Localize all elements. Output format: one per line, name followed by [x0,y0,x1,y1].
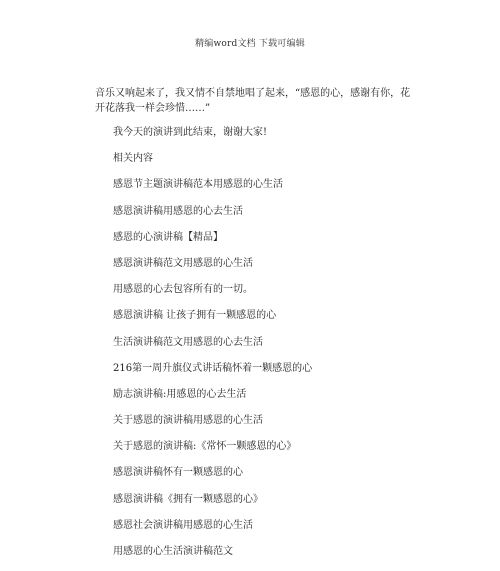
related-link[interactable]: 励志演讲稿:用感恩的心去生活 [113,388,247,400]
related-link[interactable]: 感恩演讲稿怀有一颗感恩的心 [113,467,243,479]
intro-paragraph: 音乐又响起来了，我又情不自禁地唱了起来，“感恩的心，感谢有你，花开花落我一样会珍惜……” [95,88,411,114]
related-link[interactable]: 关于感恩的演讲稿:《常怀一颗感恩的心》 [113,441,297,453]
related-link[interactable]: 感恩演讲稿《拥有一颗感恩的心》 [113,493,263,505]
related-link[interactable]: 感恩社会演讲稿用感恩的心生活 [113,519,253,531]
page-header: 精编word文档 下载可编辑 [195,39,305,49]
related-link[interactable]: 感恩演讲稿范文用感恩的心生活 [113,257,253,269]
related-link[interactable]: 感恩演讲稿 让孩子拥有一颗感恩的心 [113,310,277,322]
related-link[interactable]: 感恩的心演讲稿【精品】 [113,231,223,243]
related-link[interactable]: 生活演讲稿范文用感恩的心去生活 [113,336,263,348]
related-link[interactable]: 关于感恩的演讲稿用感恩的心生活 [113,415,263,427]
content-lines [113,126,433,571]
related-link[interactable]: 216第一周升旗仪式讲话稿怀着一颗感恩的心 [113,362,313,374]
related-link[interactable]: 用感恩的心生活演讲稿范文 [113,546,233,557]
related-link[interactable]: 用感恩的心去包容所有的一切。 [113,284,253,296]
related-link[interactable]: 感恩节主题演讲稿范本用感恩的心生活 [113,179,283,191]
related-heading: 相关内容 [113,153,153,165]
related-link[interactable]: 感恩演讲稿用感恩的心去生活 [113,205,243,217]
closing-line: 我今天的演讲到此结束，谢谢大家! [113,127,268,138]
